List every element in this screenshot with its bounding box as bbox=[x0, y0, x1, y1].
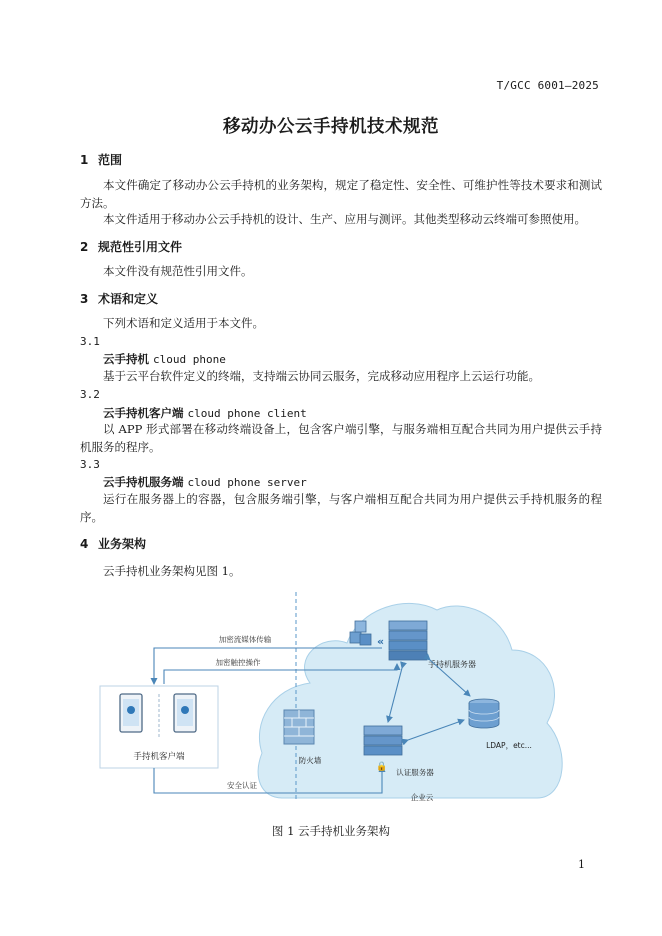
firewall-label: 防火墙 bbox=[298, 756, 322, 765]
security-auth-label: 安全认证 bbox=[227, 781, 257, 790]
lock-icon: 🔒 bbox=[376, 762, 388, 772]
document-title: 移动办公云手持机技术规范 bbox=[223, 117, 439, 137]
double-chevron-icon: « bbox=[377, 635, 385, 648]
section-2-paragraph-1: 本文件没有规范性引用文件。 bbox=[103, 264, 253, 278]
section-4-heading bbox=[80, 535, 146, 552]
section-1-heading bbox=[80, 151, 122, 168]
term-heading bbox=[103, 474, 307, 490]
section-number: 4 bbox=[80, 537, 89, 551]
term-en: cloud phone bbox=[153, 353, 226, 366]
section-title: 术语和定义 bbox=[98, 292, 159, 306]
architecture-diagram bbox=[92, 588, 570, 810]
figure-caption: 图 1 云手持机业务架构 bbox=[271, 824, 391, 838]
section-title: 范围 bbox=[98, 153, 123, 167]
term-en: cloud phone client bbox=[187, 407, 307, 420]
term-heading bbox=[103, 351, 226, 367]
term-cn: 云手持机 bbox=[103, 352, 149, 366]
term-heading bbox=[103, 405, 307, 421]
section-2-heading bbox=[80, 238, 182, 255]
client-label: 手持机客户端 bbox=[133, 752, 185, 762]
section-1-paragraph-2: 本文件适用于移动办公云手持机的设计、生产、应用与测评。其他类型移动云终端可参照使用。 bbox=[103, 212, 586, 226]
enterprise-cloud-label: 企业云 bbox=[410, 793, 434, 802]
section-1-paragraph-1: 本文件确定了移动办公云手持机的业务架构，规定了稳定性、安全性、可维护性等技术要求和测试方法。 bbox=[80, 178, 602, 210]
firewall-icon bbox=[284, 710, 314, 744]
term-number: 3.3 bbox=[80, 458, 100, 471]
section-title: 规范性引用文件 bbox=[98, 240, 183, 254]
term-cn: 云手持机服务端 bbox=[103, 475, 184, 489]
term-definition: 以 APP 形式部署在移动终端设备上，包含客户端引擎，与服务端相互配合共同为用户提供云手持机服务的程序。 bbox=[80, 422, 602, 454]
section-title: 业务架构 bbox=[98, 537, 147, 551]
term-definition: 基于云平台软件定义的终端，支持端云协同云服务，完成移动应用程序上云运行功能。 bbox=[103, 369, 540, 383]
encrypted-stream-label: 加密流媒体传输 bbox=[218, 635, 272, 644]
auth-server-icon bbox=[364, 726, 402, 755]
encrypted-touch-label: 加密触控操作 bbox=[215, 658, 261, 667]
section-number: 3 bbox=[80, 292, 89, 306]
term-number: 3.1 bbox=[80, 335, 100, 348]
section-number: 1 bbox=[80, 153, 89, 167]
phone-server-label: 手持机服务器 bbox=[428, 660, 476, 669]
term-cn: 云手持机客户端 bbox=[103, 406, 184, 420]
term-en: cloud phone server bbox=[187, 476, 307, 489]
phone-icon bbox=[120, 694, 142, 732]
phone-icon bbox=[174, 694, 196, 732]
term-number: 3.2 bbox=[80, 388, 100, 401]
term-definition: 运行在服务器上的容器，包含服务端引擎，与客户端相互配合共同为用户提供云手持机服务的程序。 bbox=[80, 492, 602, 524]
standard-code: T/GCC 6001—2025 bbox=[496, 79, 599, 92]
ldap-label: LDAP，etc... bbox=[486, 741, 532, 750]
section-3-paragraph-1: 下列术语和定义适用于本文件。 bbox=[103, 316, 264, 330]
auth-server-label: 认证服务器 bbox=[396, 768, 434, 777]
section-number: 2 bbox=[80, 240, 89, 254]
page-number: 1 bbox=[578, 858, 585, 871]
section-3-heading bbox=[80, 290, 158, 307]
section-4-paragraph-1: 云手持机业务架构见图 1。 bbox=[103, 564, 241, 578]
database-icon bbox=[469, 699, 499, 728]
